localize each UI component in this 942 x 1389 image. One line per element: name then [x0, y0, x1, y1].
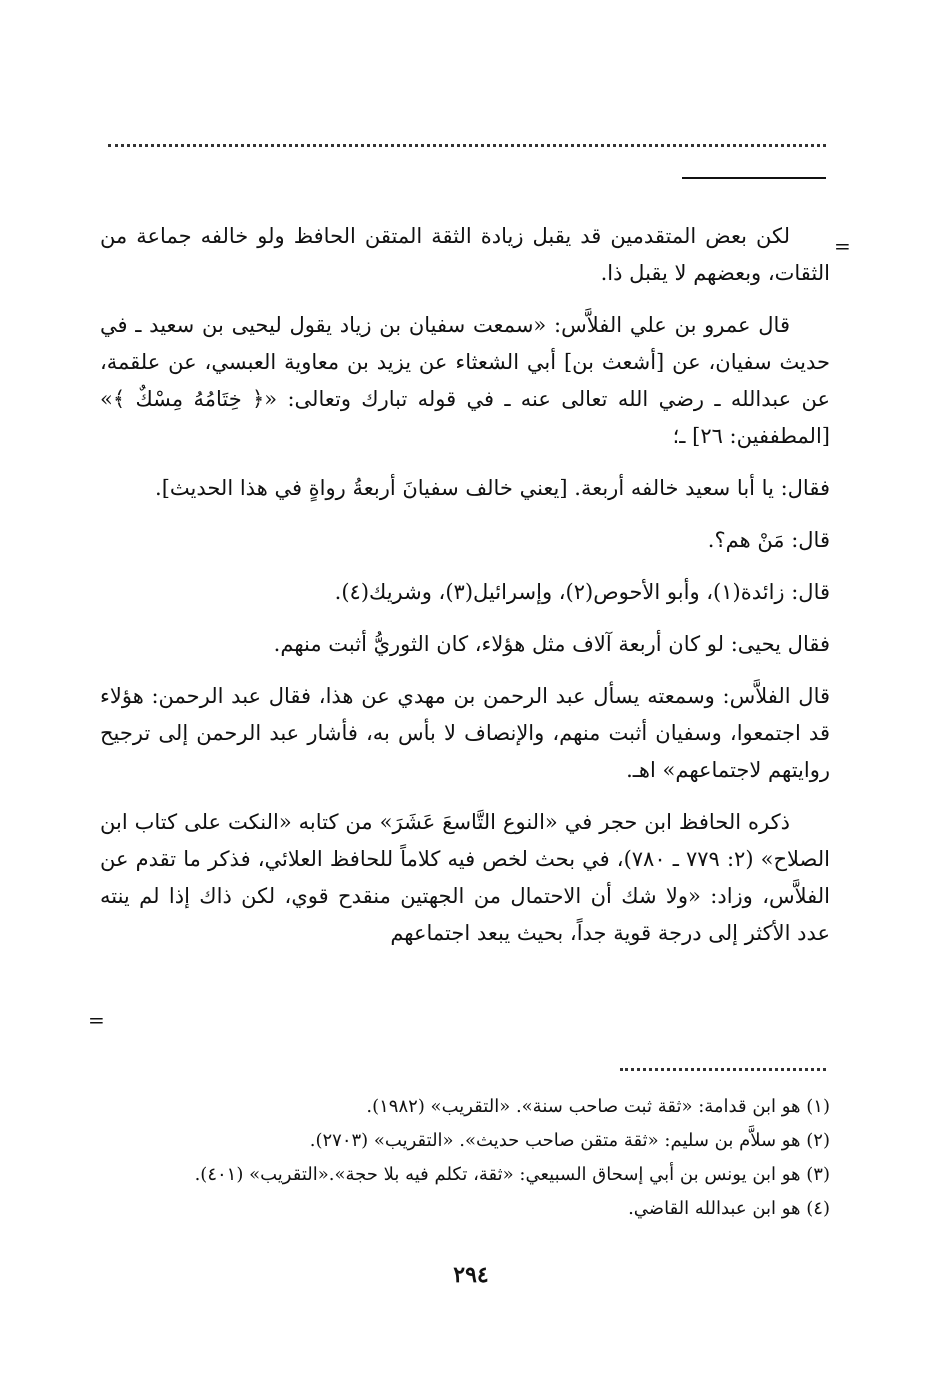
paragraph-3: فقال: يا أبا سعيد خالفه أربعة. [يعني خالف سفيانَ أربعةُ رواةٍ في هذا الحديث]. [155, 476, 830, 500]
footnote-3: (٣) هو ابن يونس بن أبي إسحاق السبيعي: «ثقة، تكلم فيه بلا حجة».«التقريب» (٤٠١). [194, 1164, 830, 1185]
page-number: ٢٩٤ [453, 1262, 489, 1288]
paragraph-7: قال الفلاَّس: وسمعته يسأل عبد الرحمن بن مهدي عن هذا، فقال عبد الرحمن: هؤلاء قد اجتمعوا، وسفيان أثبت منهم، والإنصاف لا بأس به، فأشار عبد الرحمن إلى ترجيح روايتهم لاجتماعهم» اهـ. [100, 684, 830, 782]
continuation-mark: = [834, 234, 851, 258]
paragraph-4: قال: مَنْ هم؟. [707, 528, 830, 552]
top-short-rule [682, 177, 826, 179]
footnote-dotted-separator [620, 1068, 826, 1071]
body-text [100, 218, 830, 967]
top-dotted-separator [108, 144, 826, 147]
footnotes [194, 1090, 830, 1226]
paragraph-1: لكن بعض المتقدمين قد يقبل زيادة الثقة المتقن الحافظ ولو خالفه جماعة من الثقات، وبعضهم لا يقبل ذا. [100, 224, 830, 285]
footnote-4: (٤) هو ابن عبدالله القاضي. [628, 1198, 830, 1219]
paragraph-8: ذكره الحافظ ابن حجر في «النوع التَّاسعَ عَشَرَ» من كتابه «النكت على كتاب ابن الصلاح» (٢: ٧٧٩ ـ ٧٨٠)، في بحث لخص فيه كلاماً للحافظ العلائي، فذكر ما تقدم عن الفلاَّس، وزاد: «ولا شك أن الاحتمال من الجهتين منقدح قوي، لكن ذاك إذا لم ينته عدد الأكثر إلى درجة قوية جداً، بحيث يبعد اجتماعهم [100, 810, 830, 945]
footnote-1: (١) هو ابن قدامة: «ثقة ثبت صاحب سنة». «التقريب» (١٩٨٢). [366, 1096, 830, 1117]
paragraph-6: فقال يحيى: لو كان أربعة آلاف مثل هؤلاء، كان الثوريُّ أثبت منهم. [273, 632, 830, 656]
end-continuation-mark: = [88, 1008, 105, 1032]
paragraph-2: قال عمرو بن علي الفلاَّس: «سمعت سفيان بن زياد يقول ليحيى بن سعيد ـ في حديث سفيان، عن [أشعث بن] أبي الشعثاء عن يزيد بن معاوية العبسي، عن علقمة، عن عبدالله ـ رضي الله تعالى عنه ـ في قوله تبارك وتعالى: «﴿ خِتَامُهُ مِسْكٌ ﴾» [المطففين: ٢٦] ـ؛ [100, 313, 830, 448]
paragraph-5: قال: زائدة(١)، وأبو الأحوص(٢)، وإسرائيل(٣)، وشريك(٤). [334, 580, 830, 604]
footnote-2: (٢) هو سلاَّم بن سليم: «ثقة متقن صاحب حديث». «التقريب» (٢٧٠٣). [309, 1130, 830, 1151]
